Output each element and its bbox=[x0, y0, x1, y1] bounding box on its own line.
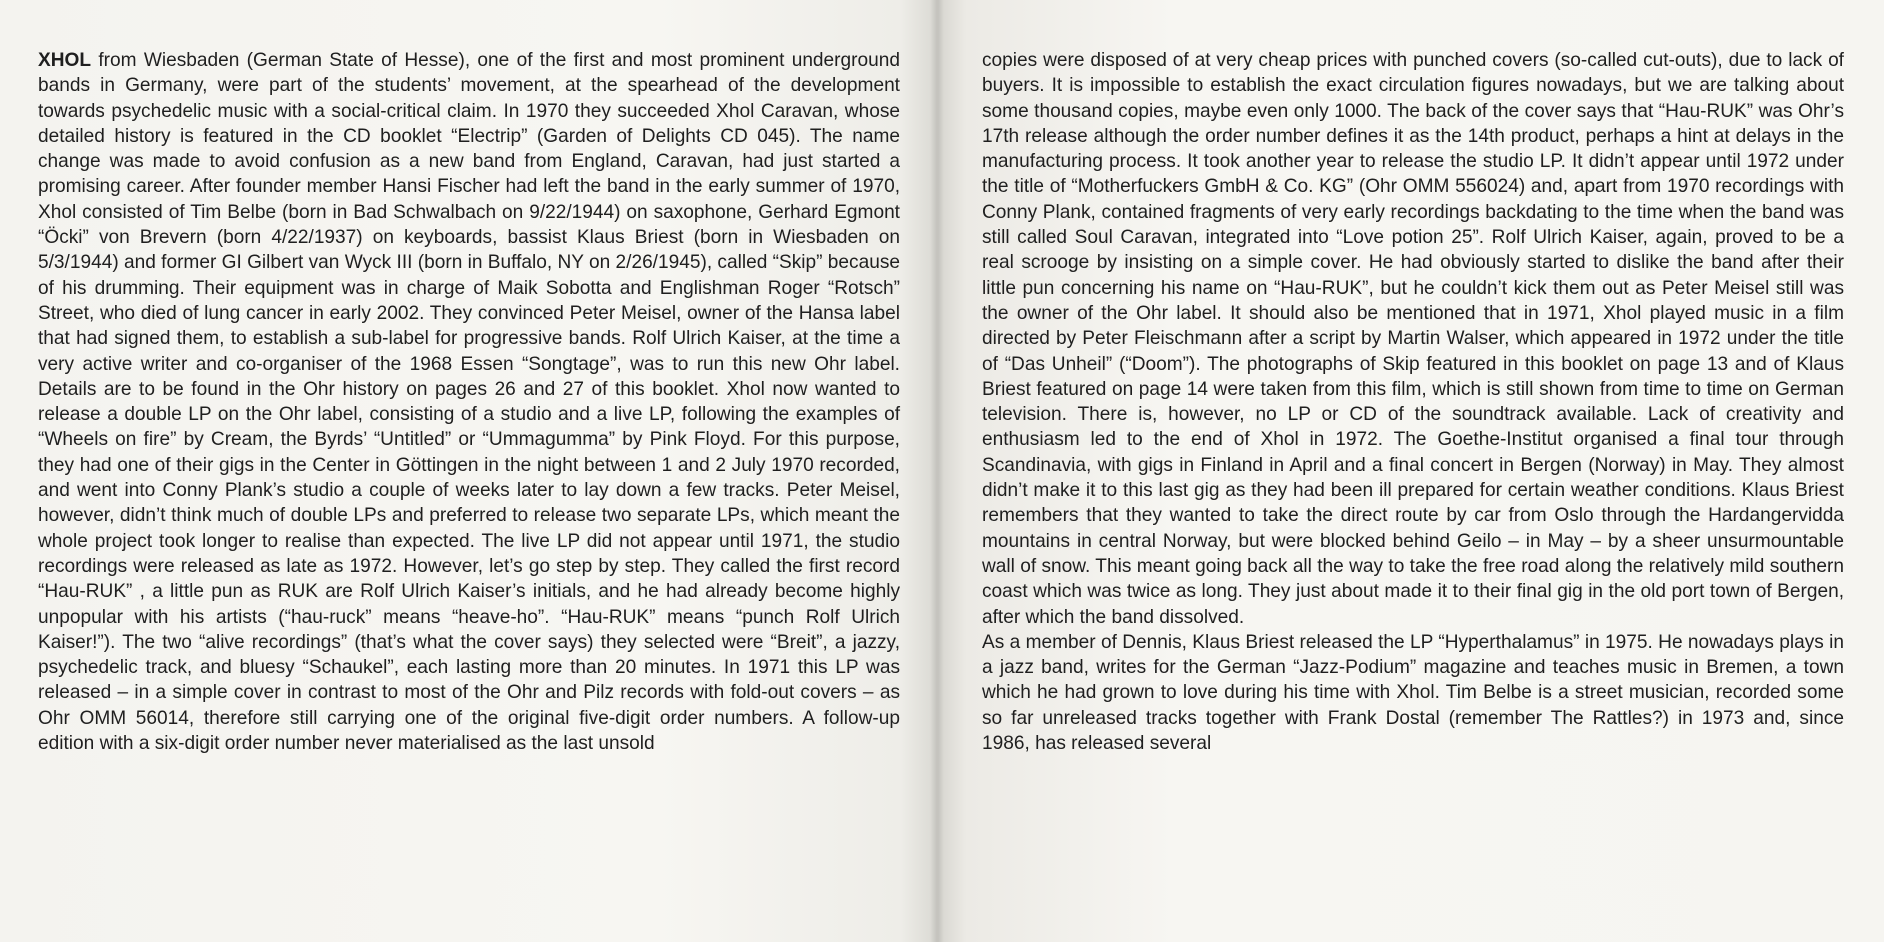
right-page bbox=[938, 0, 1884, 942]
left-page-body: from Wiesbaden (German State of Hesse), one of the first and most prominent underground bands in Germany, were part of the students’ movement, at the spearhead of the development towards psychedelic music with a social-critical claim. In 1970 they succeeded Xhol Caravan, whose detailed history is featured in the CD booklet “Electrip” (Garden of Delights CD 045). The name change was made to avoid confusion as a new band from England, Caravan, had just started a promising career. After founder member Hansi Fischer had left the band in the early summer of 1970, Xhol consisted of Tim Belbe (born in Bad Schwalbach on 9/22/1944) on saxophone, Gerhard Egmont “Öcki” von Brevern (born 4/22/1937) on keyboards, bassist Klaus Briest (born in Wiesbaden on 5/3/1944) and former GI Gilbert van Wyck III (born in Buffalo, NY on 2/26/1945), called “Skip” because of his drumming. Their equipment was in charge of Maik Sobotta and Englishman Roger “Rotsch” Street, who died of lung cancer in early 2002. They convinced Peter Meisel, owner of the Hansa label that had signed them, to establish a sub-label for progressive bands. Rolf Ulrich Kaiser, at the time a very active writer and co-organiser of the 1968 Essen “Songtage”, was to run this new Ohr label. Details are to be found in the Ohr history on pages 26 and 27 of this booklet. Xhol now wanted to release a double LP on the Ohr label, consisting of a studio and a live LP, following the examples of “Wheels on fire” by Cream, the Byrds’ “Untitled” or “Ummagumma” by Pink Floyd. For this purpose, they had one of their gigs in the Center in Göttingen in the night between 1 and 2 July 1970 recorded, and went into Conny Plank’s studio a couple of weeks later to lay down a few tracks. Peter Meisel, however, didn’t think much of double LPs and preferred to release two separate LPs, which meant the whole project took longer to realise than expected. The live LP did not appear until 1971, the studio recordings were released as late as 1972. However, let’s go step by step. They called the first record “Hau-RUK” , a little pun as RUK are Rolf Ulrich Kaiser’s initials, and he had already become highly unpopular with his artists (“hau-ruck” means “heave-ho”. “Hau-RUK” means “punch Rolf Ulrich Kaiser!”). The two “alive recordings” (that’s what the cover says) they selected were “Breit”, a jazzy, psychedelic track, and bluesy “Schaukel”, each lasting more than 20 minutes. In 1971 this LP was released – in a simple cover in contrast to most of the Ohr and Pilz records with fold-out covers – as Ohr OMM 56014, therefore still carrying one of the original five-digit order numbers. A follow-up edition with a six-digit order number never materialised as the last unsold bbox=[38, 50, 900, 755]
right-paragraph-2: As a member of Dennis, Klaus Briest released the LP “Hyperthalamus” in 1975. He nowadays plays in a jazz band, writes for the German “Jazz-Podium” magazine and teaches music in Bremen, a town which he had grown to love during his time with Xhol. Tim Belbe is a street musician, recorded some so far unreleased tracks together with Frank Dostal (remember The Rattles?) in 1973 and, since 1986, has released several bbox=[982, 631, 1844, 755]
left-page bbox=[0, 0, 938, 942]
band-name-lead: XHOL bbox=[38, 50, 92, 71]
left-page-text bbox=[38, 48, 900, 756]
right-paragraph-1: copies were disposed of at very cheap prices with punched covers (so-called cut-outs), due to lack of buyers. It is impossible to establish the exact circulation figures nowadays, but we are talking about some thousand copies, maybe even only 1000. The back of the cover says that “Hau-RUK” was Ohr’s 17th release although the order number defines it as the 14th product, perhaps a hint at delays in the manufacturing process. It took another year to release the studio LP. It didn’t appear until 1972 under the title of “Motherfuckers GmbH & Co. KG” (Ohr OMM 556024) and, apart from 1970 recordings with Conny Plank, contained fragments of very early recordings backdating to the time when the band was still called Soul Caravan, integrated into “Love potion 25”. Rolf Ulrich Kaiser, again, proved to be a real scrooge by insisting on a simple cover. He had obviously started to dislike the band after their little pun concerning his name on “Hau-RUK”, but he couldn’t kick them out as Peter Meisel still was the owner of the Ohr label. It should also be mentioned that in 1971, Xhol played music in a film directed by Peter Fleischmann after a script by Martin Walser, which appeared in 1972 under the title of “Das Unheil” (“Doom”). The photographs of Skip featured in this booklet on page 13 and of Klaus Briest featured on page 14 were taken from this film, which is still shown from time to time on German television. There is, however, no LP or CD of the soundtrack available. Lack of creativity and enthusiasm led to the end of Xhol in 1972. The Goethe-Institut organised a final tour through Scandinavia, with gigs in Finland in April and a final concert in Bergen (Norway) in May. They almost didn’t make it to this last gig as they had been ill prepared for certain weather conditions. Klaus Briest remembers that they wanted to take the direct route by car from Oslo through the Hardangervidda mountains in central Norway, but were blocked behind Geilo – in May – by a sheer unsurmountable wall of snow. This meant going back all the way to take the free road along the relatively mild southern coast which was twice as long. They just about made it to their final gig in the old port town of Bergen, after which the band dissolved. bbox=[982, 50, 1844, 628]
right-page-text bbox=[982, 48, 1844, 756]
